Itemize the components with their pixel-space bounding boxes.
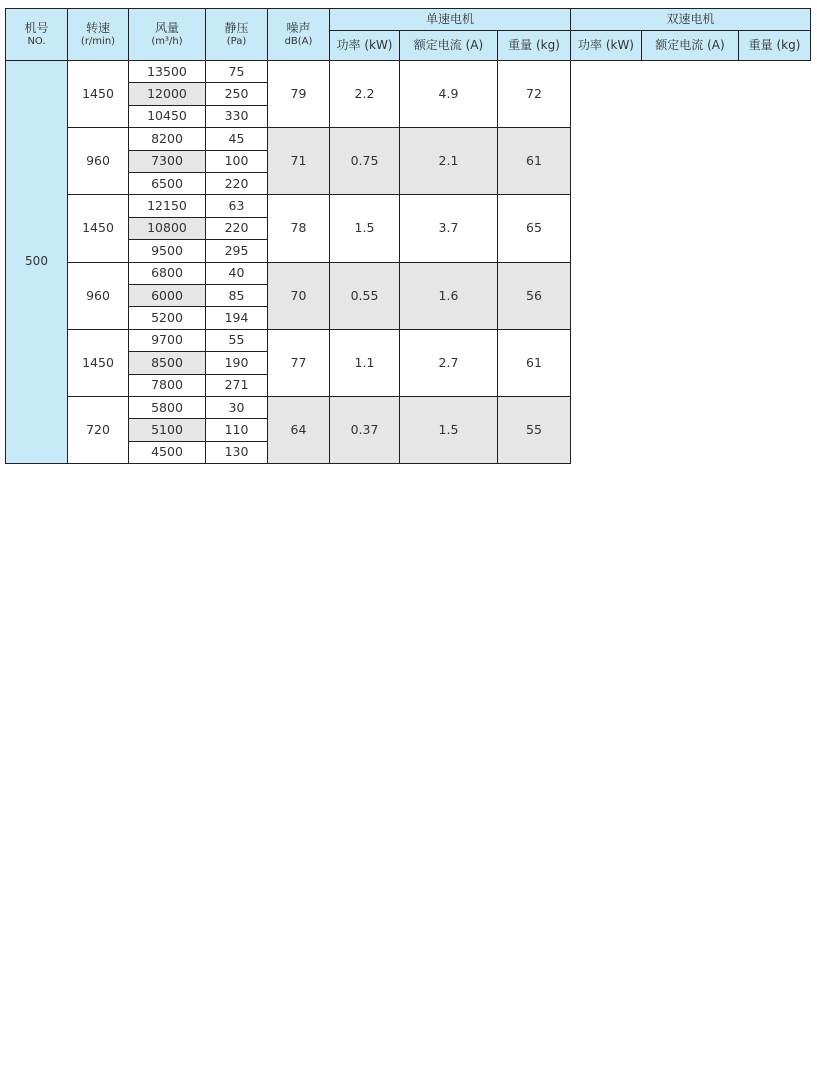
header-dual-motor: 双速电机 (570, 8, 811, 31)
single-weight-cell: 72 (497, 60, 571, 128)
pressure-cell: 63 (205, 194, 268, 217)
pressure-cell: 85 (205, 284, 268, 307)
pressure-cell: 30 (205, 396, 268, 419)
spec-table (5, 8, 811, 1064)
pressure-cell: 55 (205, 329, 268, 352)
airflow-cell: 13500 (128, 60, 206, 83)
header-dual-weight: 重量 (kg) (738, 30, 811, 61)
noise-cell: 77 (267, 329, 330, 397)
pressure-cell: 190 (205, 351, 268, 374)
noise-cell: 78 (267, 194, 330, 262)
airflow-cell: 12000 (128, 82, 206, 105)
single-power-cell: 2.2 (329, 60, 400, 128)
noise-cell: 79 (267, 60, 330, 128)
single-current-cell: 4.9 (399, 60, 498, 128)
airflow-cell: 5100 (128, 418, 206, 441)
speed-cell: 1450 (67, 194, 129, 262)
single-power-cell: 0.75 (329, 127, 400, 195)
airflow-cell: 6500 (128, 172, 206, 195)
pressure-cell: 194 (205, 306, 268, 329)
single-current-cell: 2.7 (399, 329, 498, 397)
airflow-cell: 7300 (128, 150, 206, 173)
single-power-cell: 0.37 (329, 396, 400, 464)
airflow-cell: 10800 (128, 217, 206, 240)
speed-cell: 720 (67, 396, 129, 464)
airflow-cell: 4500 (128, 441, 206, 464)
airflow-cell: 12150 (128, 194, 206, 217)
speed-cell: 1450 (67, 60, 129, 128)
single-power-cell: 1.5 (329, 194, 400, 262)
airflow-cell: 8200 (128, 127, 206, 150)
pressure-cell: 45 (205, 127, 268, 150)
header-pressure: 静压 (Pa) (205, 8, 268, 61)
pressure-cell: 250 (205, 82, 268, 105)
pressure-cell: 271 (205, 374, 268, 397)
header-single-weight: 重量 (kg) (497, 30, 571, 61)
single-weight-cell: 56 (497, 262, 571, 330)
header-single-motor: 单速电机 (329, 8, 571, 31)
pressure-cell: 295 (205, 239, 268, 262)
speed-cell: 1450 (67, 329, 129, 397)
pressure-cell: 220 (205, 217, 268, 240)
airflow-cell: 5200 (128, 306, 206, 329)
model-number-cell: 500 (5, 60, 68, 464)
pressure-cell: 75 (205, 60, 268, 83)
single-current-cell: 2.1 (399, 127, 498, 195)
header-single-power: 功率 (kW) (329, 30, 400, 61)
pressure-cell: 100 (205, 150, 268, 173)
single-current-cell: 1.6 (399, 262, 498, 330)
airflow-cell: 7800 (128, 374, 206, 397)
single-weight-cell: 61 (497, 329, 571, 397)
speed-cell: 960 (67, 262, 129, 330)
header-airflow: 风量 (m³/h) (128, 8, 206, 61)
single-weight-cell: 55 (497, 396, 571, 464)
single-power-cell: 1.1 (329, 329, 400, 397)
header-model: 机号 NO. (5, 8, 68, 61)
airflow-cell: 8500 (128, 351, 206, 374)
airflow-cell: 6800 (128, 262, 206, 285)
single-weight-cell: 65 (497, 194, 571, 262)
header-noise: 噪声 dB(A) (267, 8, 330, 61)
single-current-cell: 3.7 (399, 194, 498, 262)
pressure-cell: 130 (205, 441, 268, 464)
speed-cell: 960 (67, 127, 129, 195)
airflow-cell: 5800 (128, 396, 206, 419)
airflow-cell: 10450 (128, 105, 206, 128)
header-single-current: 额定电流 (A) (399, 30, 498, 61)
header-dual-power: 功率 (kW) (570, 30, 642, 61)
pressure-cell: 110 (205, 418, 268, 441)
airflow-cell: 9500 (128, 239, 206, 262)
airflow-cell: 9700 (128, 329, 206, 352)
pressure-cell: 40 (205, 262, 268, 285)
noise-cell: 70 (267, 262, 330, 330)
header-dual-current: 额定电流 (A) (641, 30, 739, 61)
pressure-cell: 330 (205, 105, 268, 128)
pressure-cell: 220 (205, 172, 268, 195)
single-power-cell: 0.55 (329, 262, 400, 330)
airflow-cell: 6000 (128, 284, 206, 307)
single-weight-cell: 61 (497, 127, 571, 195)
header-speed: 转速 (r/min) (67, 8, 129, 61)
noise-cell: 71 (267, 127, 330, 195)
noise-cell: 64 (267, 396, 330, 464)
single-current-cell: 1.5 (399, 396, 498, 464)
